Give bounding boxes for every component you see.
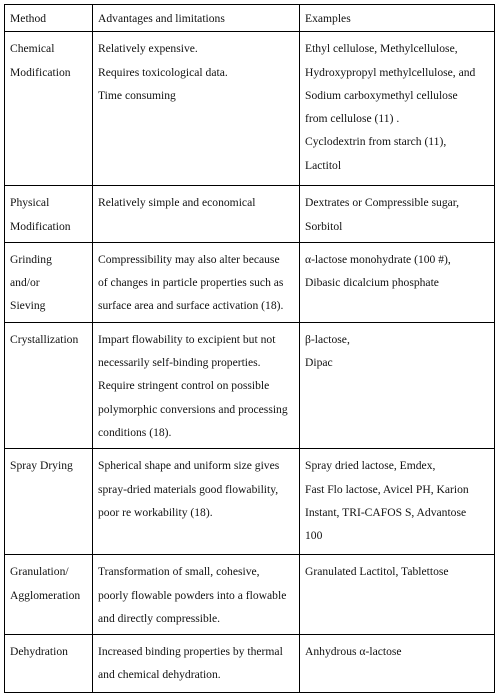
cell-line: Modification: [10, 219, 71, 233]
header-advantages: Advantages and limitations: [93, 5, 300, 32]
cell-line: Dehydration: [10, 645, 68, 659]
advantages-cell: [93, 242, 300, 322]
examples-cell: [300, 32, 495, 186]
cell-line: Sieving: [10, 299, 46, 313]
advantages-cell: [93, 635, 300, 693]
cell-line: Dipac: [305, 356, 333, 370]
table-row: [5, 322, 495, 448]
examples-cell: [300, 322, 495, 448]
cell-line: Dibasic dicalcium phosphate: [305, 276, 439, 290]
examples-cell: [300, 186, 495, 243]
cell-line: poor re workability (18).: [98, 505, 213, 519]
cell-line: and/or: [10, 276, 40, 290]
advantages-cell: [93, 32, 300, 186]
cell-line: Granulated Lactitol, Tablettose: [305, 565, 449, 579]
cell-line: Crystallization: [10, 332, 79, 346]
examples-cell: [300, 449, 495, 555]
cell-line: of changes in particle properties such as: [98, 276, 284, 290]
cell-line: Grinding: [10, 252, 52, 266]
table-body: [5, 32, 495, 693]
cell-line: Increased binding properties by thermal: [98, 645, 283, 659]
cell-line: β-lactose,: [305, 332, 350, 346]
table-row: [5, 186, 495, 243]
method-cell: [5, 32, 93, 186]
cell-line: Spherical shape and uniform size gives: [98, 459, 280, 473]
cell-line: conditions (18).: [98, 425, 172, 439]
cell-line: and chemical dehydration.: [98, 668, 221, 682]
cell-line: poorly flowable powders into a flowable: [98, 588, 287, 602]
cell-line: Time consuming: [98, 88, 176, 102]
cell-line: Fast Flo lactose, Avicel PH, Karion: [305, 482, 469, 496]
table-header-row: [5, 5, 495, 32]
cell-line: Impart flowability to excipient but not: [98, 332, 276, 346]
cell-line: Instant, TRI-CAFOS S, Advantose: [305, 505, 467, 519]
cell-line: Sorbitol: [305, 219, 343, 233]
cell-line: surface area and surface activation (18).: [98, 299, 284, 313]
cell-line: Anhydrous α-lactose: [305, 645, 402, 659]
cell-line: Physical: [10, 196, 50, 210]
excipient-methods-table: [4, 4, 495, 693]
cell-line: Transformation of small, cohesive,: [98, 565, 260, 579]
cell-line: Granulation/: [10, 565, 69, 579]
cell-line: from cellulose (11) .: [305, 112, 400, 126]
cell-line: Compressibility may also alter because: [98, 252, 280, 266]
cell-line: 100: [305, 529, 323, 543]
table-row: [5, 449, 495, 555]
cell-line: polymorphic conversions and processing: [98, 402, 288, 416]
cell-line: Requires toxicological data.: [98, 65, 228, 79]
table-row: [5, 32, 495, 186]
method-cell: [5, 322, 93, 448]
table-row: [5, 242, 495, 322]
cell-line: Lactitol: [305, 158, 342, 172]
method-cell: [5, 242, 93, 322]
cell-line: necessarily self-binding properties.: [98, 356, 261, 370]
method-cell: [5, 449, 93, 555]
cell-line: Relatively expensive.: [98, 42, 198, 56]
table-row: [5, 635, 495, 693]
cell-line: Modification: [10, 65, 71, 79]
advantages-cell: [93, 322, 300, 448]
advantages-cell: [93, 186, 300, 243]
cell-line: α-lactose monohydrate (100 #),: [305, 252, 451, 266]
method-cell: [5, 186, 93, 243]
cell-line: Chemical: [10, 42, 55, 56]
cell-line: Cyclodextrin from starch (11),: [305, 135, 447, 149]
cell-line: Ethyl cellulose, Methylcellulose,: [305, 42, 458, 56]
cell-line: Dextrates or Compressible sugar,: [305, 196, 460, 210]
cell-line: Hydroxypropyl methylcellulose, and: [305, 65, 476, 79]
cell-line: Require stringent control on possible: [98, 379, 270, 393]
header-examples: Examples: [300, 5, 495, 32]
cell-line: Spray Drying: [10, 459, 73, 473]
table-row: [5, 555, 495, 635]
cell-line: and directly compressible.: [98, 611, 221, 625]
cell-line: spray-dried materials good flowability,: [98, 482, 279, 496]
method-cell: [5, 635, 93, 693]
advantages-cell: [93, 555, 300, 635]
examples-cell: [300, 635, 495, 693]
examples-cell: [300, 555, 495, 635]
cell-line: Agglomeration: [10, 588, 81, 602]
advantages-cell: [93, 449, 300, 555]
cell-line: Spray dried lactose, Emdex,: [305, 459, 436, 473]
method-cell: [5, 555, 93, 635]
header-method: Method: [5, 5, 93, 32]
examples-cell: [300, 242, 495, 322]
cell-line: Relatively simple and economical: [98, 196, 256, 210]
cell-line: Sodium carboxymethyl cellulose: [305, 88, 458, 102]
